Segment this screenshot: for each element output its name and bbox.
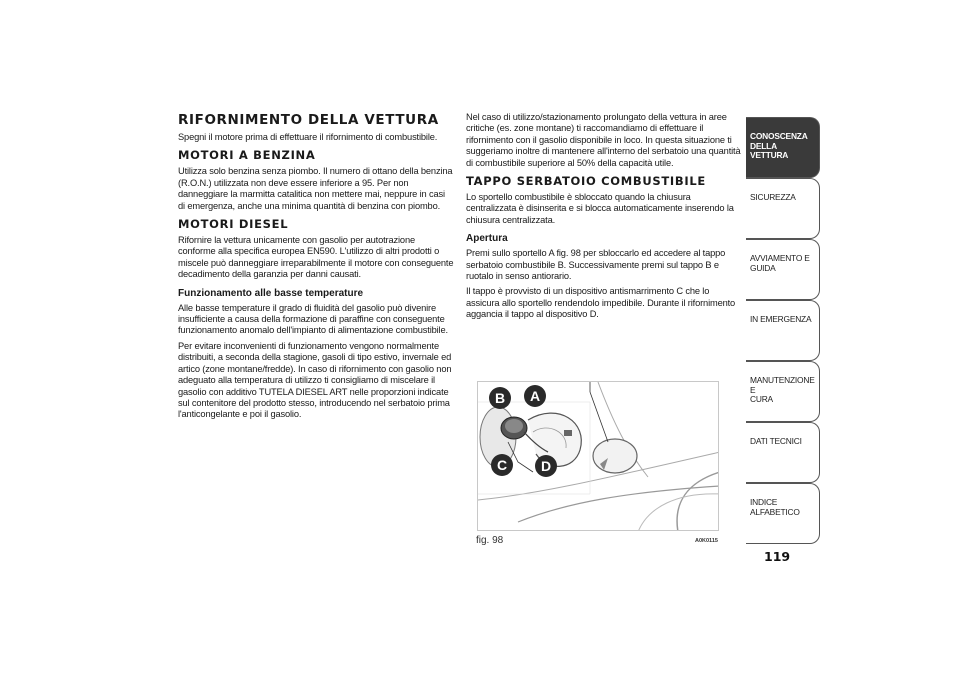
cap-heading: TAPPO SERBATOIO COMBUSTIBILE	[466, 174, 706, 189]
svg-text:B: B	[494, 390, 506, 406]
section-title: RIFORNIMENTO DELLA VETTURA	[178, 112, 439, 128]
lowtemp-paragraph-2: Per evitare inconvenienti di funzionamento vengono normalmente distribuiti, a seconda della stagione, gasoli di tipo estivo, invernale ed artico (zone montane/fredde). In caso di rifornimento con gasolio non adeguato alla temperatura di utilizzo ti consigliamo di miscelare il gasolio con additivo TUTELA DIESEL ART nelle proporzioni indicate sul contenitore del prodotto stesso, introducendo nel serbatoio prima l'anticongelante e poi il gasolio.	[178, 340, 452, 420]
lowtemp-paragraph-1: Alle basse temperature il grado di fluidità del gasolio può divenire insufficiente a causa della formazione di paraffine con conseguente funzionamento anomalo dell'impianto di alimentazione combustibile.	[178, 302, 448, 336]
tab-in-emergenza[interactable]	[746, 300, 820, 361]
page-number: 119	[764, 549, 791, 564]
opening-heading: Apertura	[466, 233, 508, 245]
fuel-cap-figure	[477, 381, 719, 531]
tab-label: CURA	[750, 394, 773, 405]
label-b	[489, 387, 511, 409]
fuel-cap-illustration	[478, 382, 719, 531]
tab-sicurezza[interactable]	[746, 178, 820, 239]
figure-code: A0K0115	[695, 538, 718, 544]
tab-manutenzione-cura[interactable]	[746, 361, 820, 422]
opening-paragraph-2: Il tappo è provvisto di un dispositivo antismarrimento C che lo assicura allo sportello rendendolo impedibile. Durante il rifornimento aggancia il tappo al dispositivo D.	[466, 286, 736, 320]
tab-label: AVVIAMENTO E	[750, 253, 810, 263]
tab-label: IN EMERGENZA	[750, 314, 812, 324]
diesel-heading: MOTORI DIESEL	[178, 217, 289, 232]
lowtemp-heading: Funzionamento alle basse temperature	[178, 287, 364, 299]
opening-paragraph-1: Premi sullo sportello A fig. 98 per sbloccarlo ed accedere al tappo serbatoio combustibile B. Successivamente premi sul tappo B e ruotalo in senso antiorario.	[466, 248, 726, 282]
svg-text:D: D	[540, 458, 552, 474]
tab-label: SICUREZZA	[750, 192, 796, 202]
tab-indice-alfabetico[interactable]	[746, 483, 820, 544]
label-a	[524, 385, 546, 407]
petrol-paragraph: Utilizza solo benzina senza piombo. Il numero di ottano della benzina (R.O.N.) utilizzata non deve essere inferiore a 95. Per non danneggiare la marmitta catalitica non mettere mai, neppure in casi di emergenza, anche una minima quantità di benzina con piombo.	[178, 166, 453, 211]
tab-avviamento-guida[interactable]	[746, 239, 820, 300]
chapter-tabs	[746, 117, 820, 544]
petrol-heading: MOTORI A BENZINA	[178, 148, 316, 163]
intro-paragraph: Spegni il motore prima di effettuare il rifornimento di combustibile.	[178, 132, 438, 142]
tab-dati-tecnici[interactable]	[746, 422, 820, 483]
tab-label: MANUTENZIONE E	[750, 375, 815, 395]
right-column	[466, 112, 742, 325]
cap-paragraph: Lo sportello combustibile è sbloccato quando la chiusura centralizzata è disinserita e si blocca automaticamente inserendo la chiusura centralizzata.	[466, 192, 734, 225]
svg-text:C: C	[496, 457, 508, 473]
figure-caption: fig. 98	[476, 535, 504, 546]
tab-label: GUIDA	[750, 262, 776, 273]
label-c	[491, 454, 513, 476]
tab-label: DELLA VETTURA	[750, 140, 789, 161]
left-column	[178, 112, 454, 425]
svg-text:A: A	[529, 388, 541, 404]
tab-label: INDICE ALFABETICO	[750, 497, 800, 517]
storage-paragraph: Nel caso di utilizzo/stazionamento prolungato della vettura in aree critiche (es. zone montane) ti raccomandiamo di effettuare il rifornimento con il gasolio disponibile in loco. In questa situazione ti suggeriamo inoltre di mantenere all'interno del serbatoio una quantità di combustibile superiore al 50% della capacità utile.	[466, 112, 741, 168]
tab-label: DATI TECNICI	[750, 436, 802, 446]
diesel-paragraph: Rifornire la vettura unicamente con gasolio per autotrazione conforme alla specifica europea EN590. L'utilizzo di altri prodotti o miscele può danneggiare irreparabilmente il motore con conseguente decadimento della garanzia per danni causati.	[178, 235, 454, 280]
tab-conoscenza-vettura[interactable]	[746, 117, 820, 178]
tab-label: CONOSCENZA	[750, 131, 808, 141]
label-d	[535, 455, 557, 477]
